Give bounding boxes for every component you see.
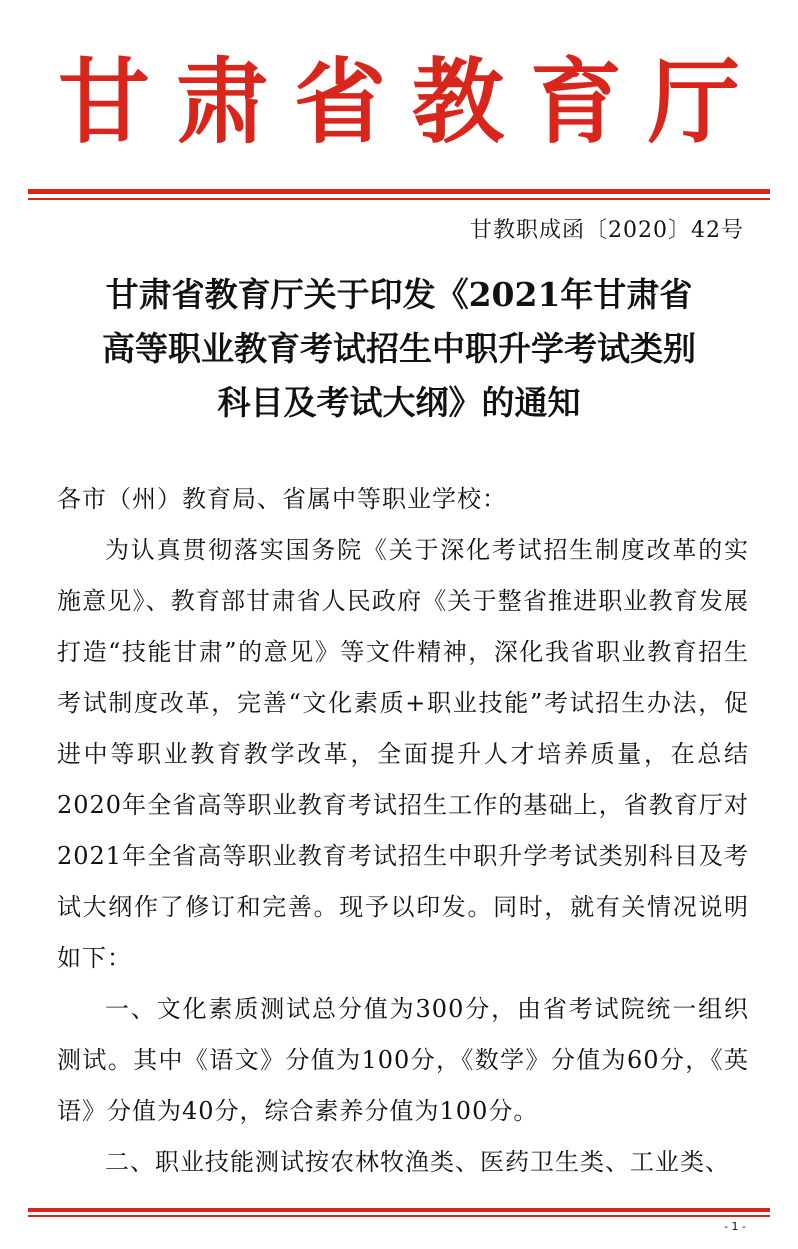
page-number: - 1 - <box>724 1220 746 1233</box>
title-line-3: 科目及考试大纲》的通知 <box>217 383 581 422</box>
header-rule-thin <box>28 198 770 200</box>
document-title <box>40 268 758 430</box>
header-rule-thick <box>28 189 770 194</box>
document-number: 甘教职成函〔2020〕42号 <box>470 218 744 243</box>
paragraph-item-1: 一、文化素质测试总分值为300分，由省考试院统一组织测试。其中《语文》分值为100分，《数学》分值为60分，《英语》分值为40分，综合素养分值为100分。 <box>57 995 749 1125</box>
paragraph-intro: 为认真贯彻落实国务院《关于深化考试招生制度改革的实施意见》、教育部甘肃省人民政府《关于整省推进职业教育发展打造“技能甘肃”的意见》等文件精神，深化我省职业教育招生考试制度改革，完善“文化素质+职业技能”考试招生办法，促进中等职业教育教学改革，全面提升人才培养质量，在总结2020年全省高等职业教育考试招生工作的基础上，省教育厅对2021年全省高等职业教育考试招生中职升学考试类别科目及考试大纲作了修订和完善。现予以印发。同时，就有关情况说明如下： <box>57 536 749 972</box>
document-body <box>57 474 749 1188</box>
issuing-authority-header: 甘肃省教育厅 <box>57 49 766 156</box>
footer-rule-thick <box>28 1208 770 1212</box>
paragraph-item-2: 二、职业技能测试按农林牧渔类、医药卫生类、工业类、 <box>105 1148 730 1176</box>
salutation: 各市（州）教育局、省属中等职业学校： <box>57 485 507 513</box>
footer-rule-thin <box>28 1215 770 1217</box>
title-line-1: 甘肃省教育厅关于印发《2021年甘肃省 <box>105 275 693 314</box>
title-line-2: 高等职业教育考试招生中职升学考试类别 <box>102 329 696 368</box>
